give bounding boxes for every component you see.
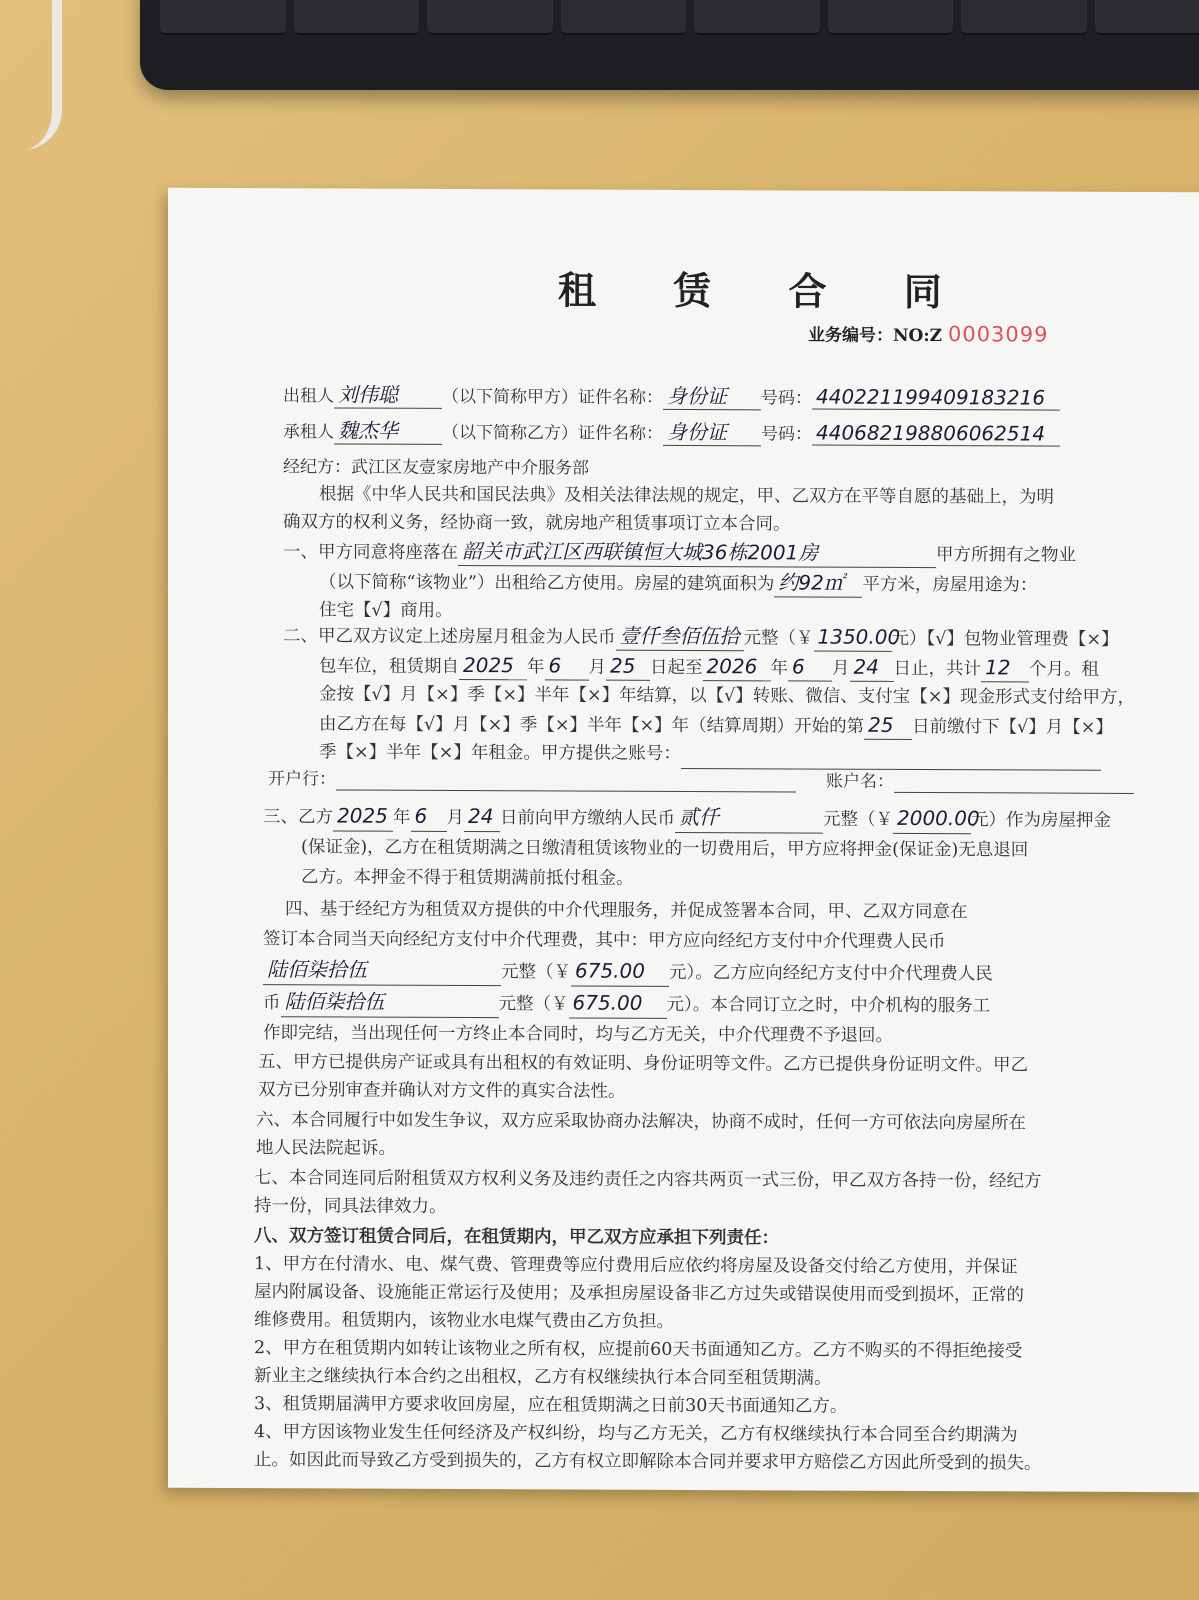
- c5-line1: 五、甲方已提供房产证或具有出租权的有效证明、身份证明等文件。乙方已提供身份证明文件。甲乙: [258, 1052, 1028, 1076]
- property-address: 韶关市武江区西联镇恒大城36栋2001房: [458, 537, 936, 568]
- lessor-fee-number: 675.00: [571, 955, 669, 986]
- c8-1a: 1、甲方在付清水、电、煤气费、管理费等应付费用后应依约将房屋及设备交付给乙方使用，并保证: [254, 1254, 1018, 1278]
- c8-4b: 止。如因此而导致乙方受到损失的，乙方有权立即解除本合同并要求甲方赔偿乙方因此所受到的损失。: [254, 1450, 1042, 1474]
- start-day: 25: [606, 652, 650, 681]
- start-year: 2025: [459, 651, 527, 680]
- key: [160, 0, 286, 35]
- c4-line5: 作即完结，当出现任何一方终止本合同时，均与乙方无关，中介代理费不予退回。: [263, 1023, 893, 1046]
- c2-line2b: 日起至: [650, 657, 703, 679]
- lessee-fee-words: 陆佰柒拾伍: [281, 986, 499, 1018]
- clause-4: [263, 894, 993, 1051]
- c7-line2: 持一份，同具法律效力。: [254, 1196, 447, 1217]
- lessee-id-label: 号码：: [761, 424, 812, 445]
- key: [961, 0, 1087, 35]
- serial-number: [808, 321, 1049, 347]
- serial-label: 业务编号：NO:Z: [808, 325, 943, 347]
- lessor-id: 440221199409183216: [812, 385, 1060, 411]
- c4-l3b: 元）。乙方应向经纪方支付中介代理费人民: [669, 962, 993, 985]
- c8-3: 3、租赁期届满甲方要求收回房屋，应在租赁期满之日前30天书面通知乙方。: [254, 1394, 848, 1417]
- deposit-day: 24: [464, 801, 500, 832]
- c2-line3: 金按【√】月【×】季【×】半年【×】年结算，以【√】转账、微信、支付宝【×】现金形式支付给甲方，: [319, 684, 1135, 708]
- lessor-fee-words: 陆佰柒拾伍: [263, 954, 501, 986]
- key: [1095, 0, 1199, 35]
- bank-blank: [336, 769, 796, 792]
- c8-1c: 维修费用。租赁期内，该物业水电煤气费由乙方负担。: [254, 1310, 674, 1332]
- intro-line-1: 根据《中华人民共和国民法典》及相关法律法规的规定，甲、乙双方在平等自愿的基础上，为明: [319, 484, 1054, 508]
- key: [828, 0, 954, 35]
- account-label: 账户名：: [826, 771, 894, 792]
- clause-1: [283, 536, 1076, 627]
- c3-line2: (保证金)，乙方在租赁期满之日缴清租赁该物业的一切费用后，甲方应将押金(保证金)无息退回: [301, 837, 1029, 861]
- year-label: 年: [527, 657, 545, 678]
- intro-line-2: 确双方的权利义务，经协商一致，就房地产租赁事项订立本合同。: [283, 512, 791, 535]
- c2-line4b: 日前缴付下【√】月【×】: [912, 716, 1113, 738]
- c3-c: 元整（￥: [823, 809, 893, 830]
- month-label: 月: [588, 657, 606, 678]
- c2-line4a: 由乙方在每【√】月【×】季【×】半年【×】年（结算周期）开始的第: [319, 714, 865, 737]
- c2-line2a: 包车位，租赁期自: [319, 656, 459, 678]
- c3-b: 日前向甲方缴纳人民币: [500, 808, 675, 829]
- c4-l4a: 币: [263, 993, 281, 1014]
- lessor-alias: （以下简称甲方）证件名称：: [442, 386, 663, 408]
- cable: [0, 0, 62, 150]
- c8-2b: 新业主之继续执行本合约之出租权，乙方有权继续执行本合同至租赁期满。: [254, 1366, 832, 1389]
- end-day: 24: [850, 653, 894, 682]
- clause-6: [256, 1106, 1026, 1165]
- serial-value: 0003099: [947, 322, 1049, 347]
- c8-4a: 4、甲方因该物业发生任何经济及产权纠纷，均与乙方无关，乙方有权继续执行本合同至合约期满为: [254, 1422, 1018, 1446]
- lessee-id-type: 身份证: [663, 416, 761, 446]
- contract-paper: [168, 188, 1199, 1493]
- month-label: 月: [832, 658, 850, 679]
- deposit-month: 6: [411, 801, 447, 832]
- c2-line1c: 元）【√】包物业管理费【×】: [891, 628, 1119, 650]
- c4-l3a: 元整（￥: [501, 962, 571, 983]
- c3-a: 三、乙方: [263, 807, 333, 828]
- c4-l4c: 元）。本合同订立之时，中介机构的服务工: [666, 994, 991, 1017]
- clause-2: [283, 620, 1135, 771]
- bank-line: [268, 764, 1134, 794]
- lessee-label: 承租人: [283, 422, 334, 443]
- end-month: 6: [788, 652, 832, 681]
- key: [427, 0, 553, 35]
- lessor-name: 刘伟聪: [334, 378, 442, 408]
- end-year: 2026: [703, 652, 771, 681]
- lessee-line: [283, 414, 1060, 447]
- c6-line1: 六、本合同履行中如发生争议，双方应采取协商办法解决，协商不成时，任何一方可依法向房屋所在: [256, 1110, 1026, 1134]
- start-month: 6: [545, 651, 589, 680]
- year-label: 年: [770, 658, 788, 679]
- year-label: 年: [393, 807, 411, 828]
- deposit-year: 2025: [333, 800, 393, 831]
- c1-line3: 住宅【√】商用。: [319, 600, 453, 621]
- c3-d: 元）作为房屋押金: [971, 810, 1111, 831]
- deposit-number: 2000.00: [893, 803, 971, 834]
- clause-8: [254, 1222, 1042, 1477]
- intro: [283, 480, 1054, 539]
- c7-line1: 七、本合同连同后附租赁双方权利义务及违约责任之内容共两页一式三份，甲乙双方各持一份，经纪方: [254, 1168, 1042, 1192]
- c1-prefix: 一、甲方同意将座落在: [283, 542, 458, 563]
- lessee-name: 魏杰华: [334, 414, 442, 444]
- c2-line2d: 个月。租: [1029, 659, 1099, 680]
- lessee-id: 440682198806062514: [812, 421, 1060, 447]
- building-area: 约92㎡: [774, 568, 862, 597]
- month-label: 月: [446, 807, 464, 829]
- lessee-fee-number: 675.00: [569, 987, 667, 1018]
- c4-line1: 四、基于经纪方为租赁双方提供的中介代理服务，并促成签署本合同，甲、乙双方同意在: [285, 899, 968, 923]
- payment-day: 25: [864, 711, 912, 740]
- clause-7: [254, 1164, 1042, 1223]
- c1-suffix: 甲方所拥有之物业: [936, 545, 1076, 566]
- clause-3: [263, 800, 1111, 896]
- lease-months: 12: [981, 653, 1029, 682]
- agent-line: 经纪方：武江区友壹家房地产中介服务部: [283, 457, 589, 479]
- lessor-line: [283, 378, 1060, 411]
- keyboard: [140, 0, 1199, 90]
- key: [694, 0, 820, 35]
- lessor-id-type: 身份证: [663, 380, 761, 410]
- lessor-id-label: 号码：: [761, 388, 812, 409]
- c2-line5: 季【×】半年【×】年租金。甲方提供之账号：: [319, 742, 681, 764]
- c3-line3: 乙方。本押金不得于租赁期满前抵付租金。: [301, 867, 634, 889]
- c4-line2: 签订本合同当天向经纪方支付中介代理费，其中：甲方应向经纪方支付中介代理费人民币: [263, 929, 946, 953]
- key: [294, 0, 420, 35]
- c6-line2: 地人民法院起诉。: [256, 1138, 396, 1159]
- c2-line1b: 元整（￥: [743, 628, 814, 649]
- c8-1b: 屋内附属设备、设施能正常运行及使用；及承担房屋设备非乙方过失或错误使用而受到损坏，正常的: [254, 1282, 1024, 1306]
- rent-words: 壹仟叁佰伍拾: [616, 622, 744, 652]
- c8-title: 八、双方签订租赁合同后，在租赁期内，甲乙双方应承担下列责任：: [254, 1226, 779, 1249]
- deposit-words: 贰仟: [675, 802, 823, 834]
- lessor-label: 出租人: [283, 386, 334, 407]
- lessee-alias: （以下简称乙方）证件名称：: [442, 422, 663, 444]
- c1-line2a: （以下简称“该物业”）出租给乙方使用。房屋的建筑面积为: [319, 572, 775, 595]
- c1-line2b: 平方米，房屋用途为：: [862, 574, 1038, 596]
- c5-line2: 双方已分别审查并确认对方文件的真实合法性。: [258, 1080, 626, 1102]
- c8-2a: 2、甲方在租赁期内如转让该物业之所有权，应提前60天书面通知乙方。乙方不购买的不得拒绝接受: [254, 1338, 1023, 1362]
- contract-title: 租 赁 合 同: [558, 267, 974, 315]
- key: [561, 0, 687, 35]
- c2-line1a: 二、甲乙双方议定上述房屋月租金为人民币: [283, 626, 616, 648]
- bank-label: 开户行：: [268, 769, 336, 790]
- rent-number: 1350.00: [814, 623, 892, 652]
- clause-5: [258, 1048, 1028, 1107]
- c4-l4b: 元整（￥: [498, 994, 569, 1015]
- c2-line2c: 日止，共计: [893, 658, 981, 680]
- account-name-blank: [894, 772, 1134, 794]
